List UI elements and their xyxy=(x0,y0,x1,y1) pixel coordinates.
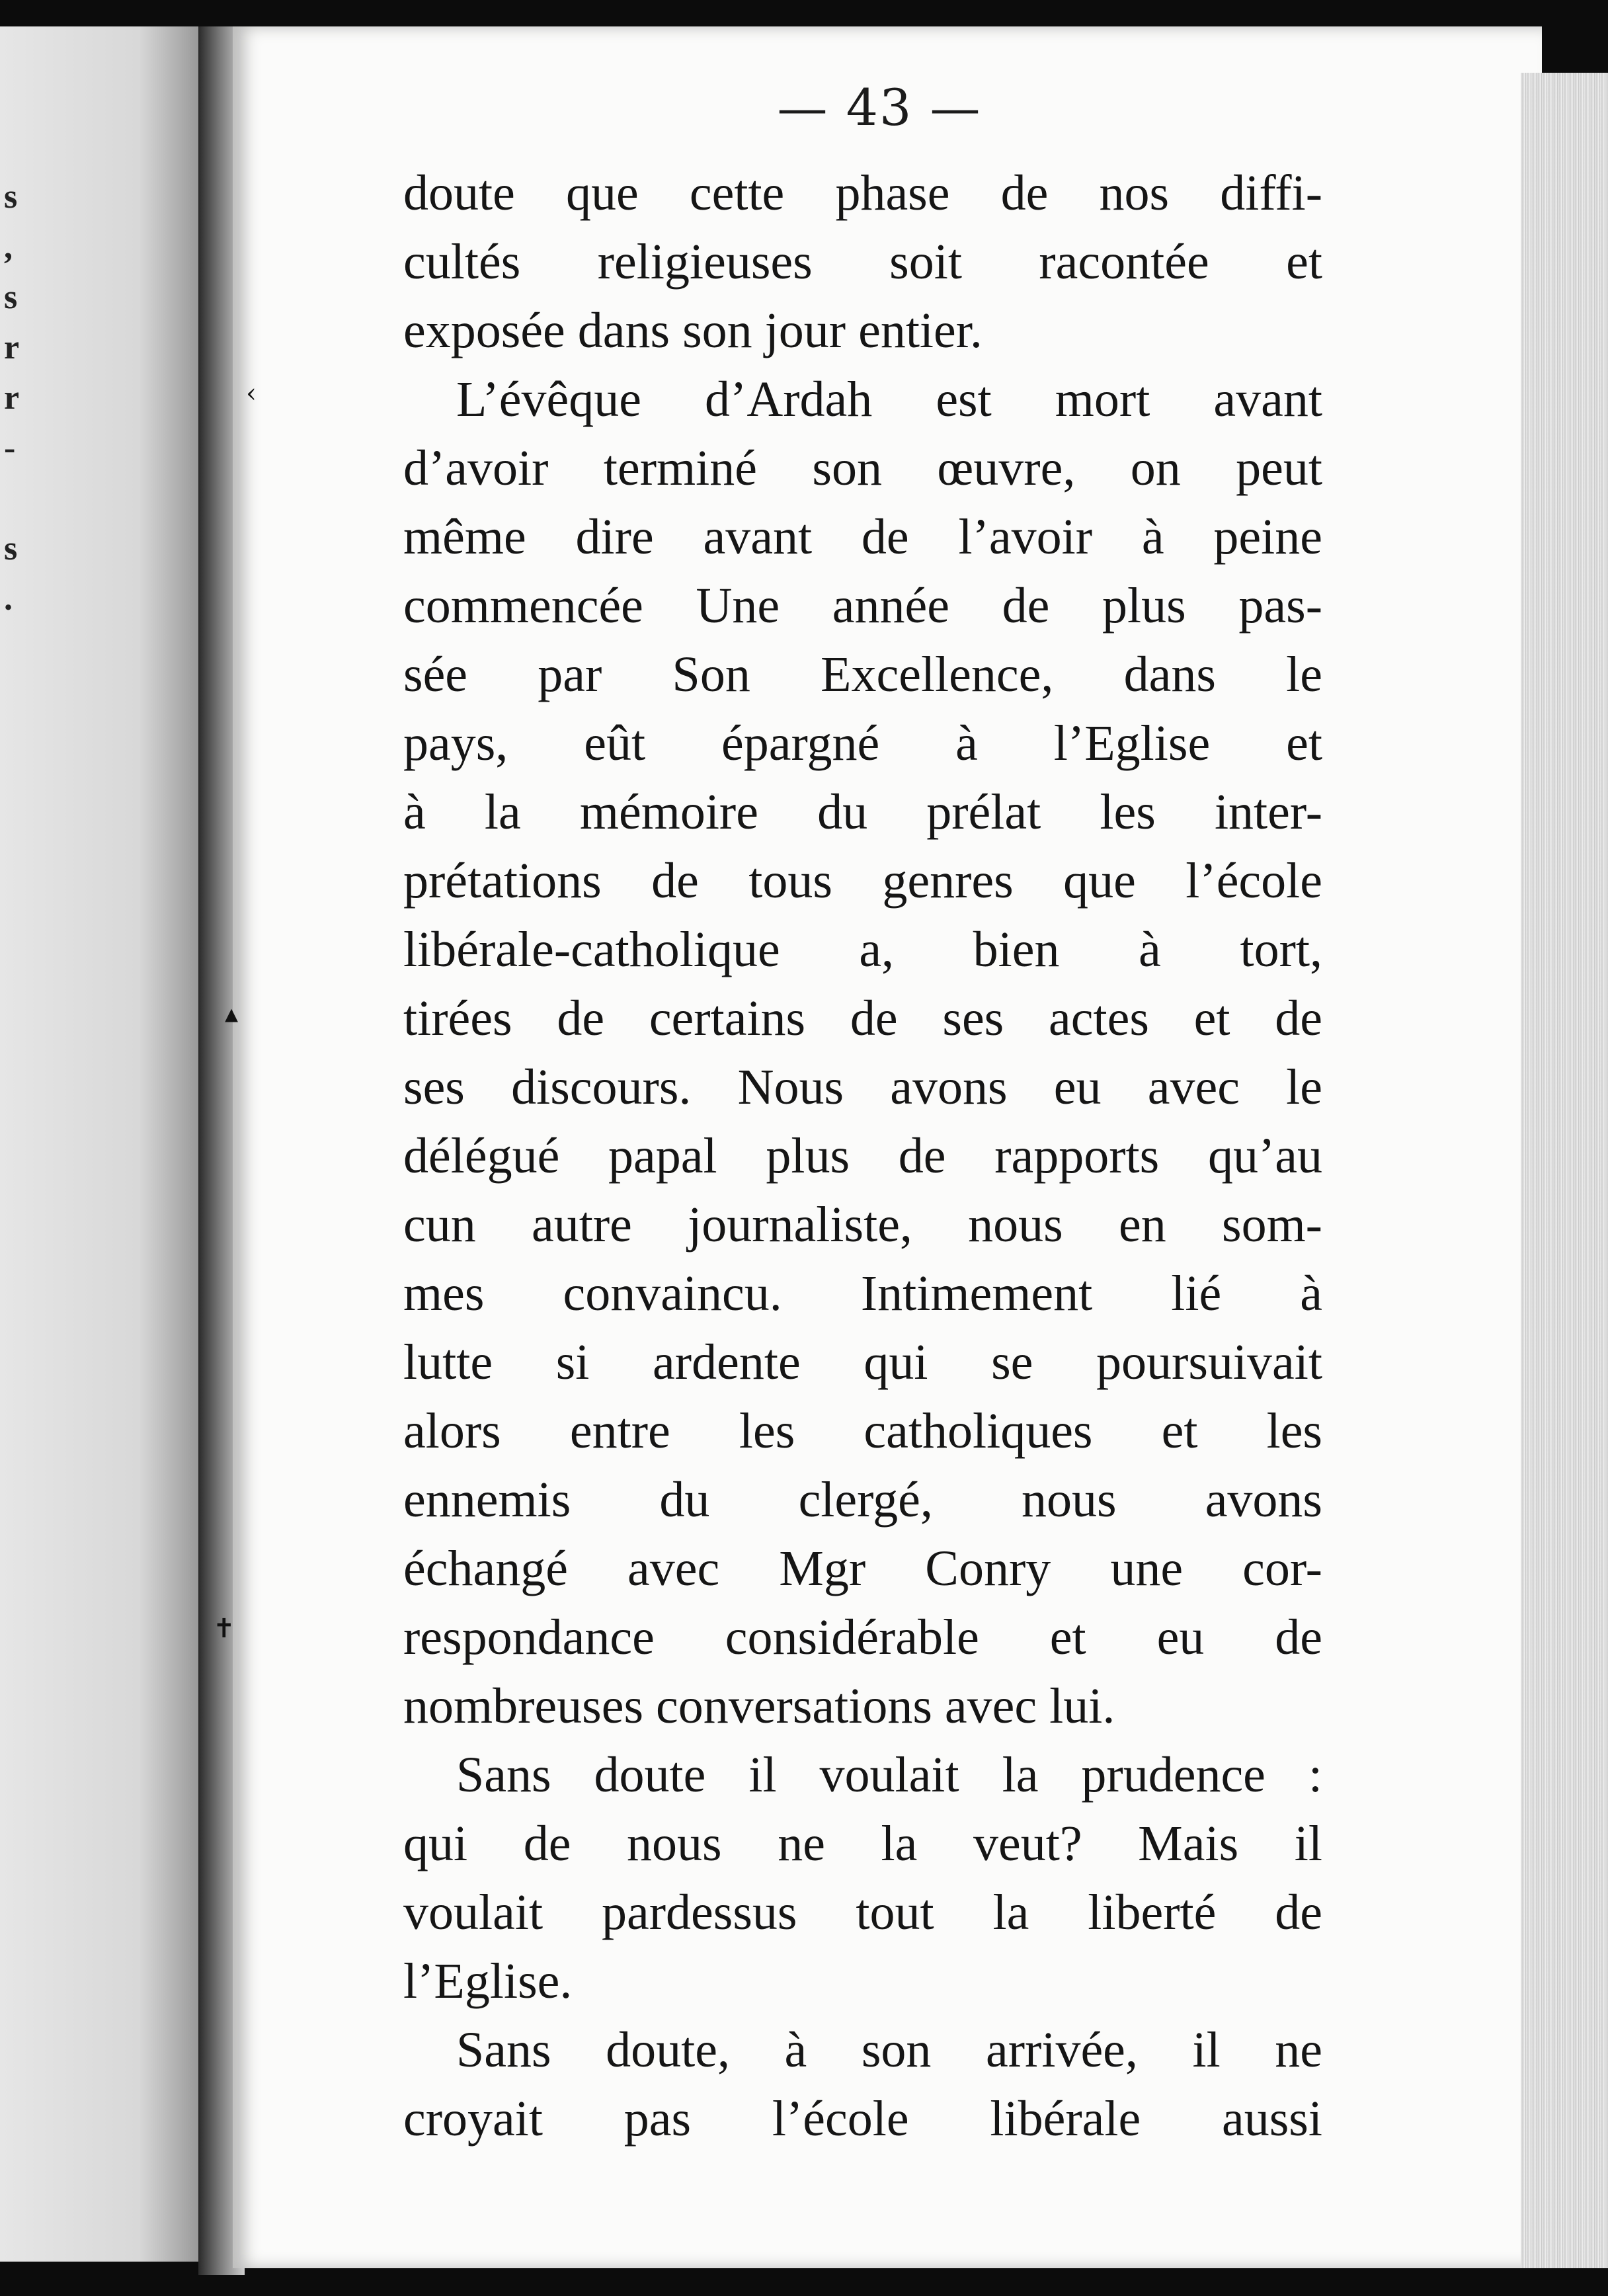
text-line: exposée dans son jour entier. xyxy=(403,303,983,358)
left-margin-fragment: r xyxy=(4,379,20,417)
text-line: prétations de tous genres que l’école xyxy=(403,853,1322,909)
text-line: ennemis du clergé, nous avons xyxy=(403,1472,1322,1528)
text-line: délégué papal plus de rapports qu’au xyxy=(403,1128,1322,1184)
left-margin-fragment: r xyxy=(4,329,20,366)
text-line: lutte si ardente qui se poursuivait xyxy=(403,1334,1322,1390)
text-line: Sans doute, à son arrivée, il ne xyxy=(456,2022,1322,2078)
text-line: croyait pas l’école libérale aussi xyxy=(403,2091,1322,2147)
text-line: sée par Son Excellence, dans le xyxy=(403,647,1322,702)
text-line: voulait pardessus tout la liberté de xyxy=(403,1885,1322,1940)
margin-mark: ✝ xyxy=(213,1614,235,1644)
text-line: à la mémoire du prélat les inter- xyxy=(403,784,1322,840)
text-line: pays, eût épargné à l’Eglise et xyxy=(403,716,1322,771)
page-number: — 43 — xyxy=(777,78,982,137)
left-margin-fragment xyxy=(4,473,30,524)
left-margin-fragment: . xyxy=(4,580,13,618)
text-line: alors entre les catholiques et les xyxy=(403,1403,1322,1459)
text-line: même dire avant de l’avoir à peine xyxy=(403,509,1322,565)
text-line: cultés religieuses soit racontée et xyxy=(403,234,1322,290)
text-line: commencée Une année de plus pas- xyxy=(403,578,1322,634)
margin-mark: ‹ xyxy=(246,378,257,409)
text-line: ses discours. Nous avons eu avec le xyxy=(403,1059,1322,1115)
body-text xyxy=(403,159,1322,2153)
text-line: tirées de certains de ses actes et de xyxy=(403,991,1322,1046)
left-page xyxy=(0,26,198,2262)
left-margin-fragment: s xyxy=(4,278,18,316)
text-line: Sans doute il voulait la prudence : xyxy=(456,1747,1322,1803)
text-line: l’Eglise. xyxy=(403,1953,573,2009)
text-line: doute que cette phase de nos diffi- xyxy=(403,165,1322,221)
left-margin-fragment: , xyxy=(4,228,13,266)
text-line: qui de nous ne la veut? Mais il xyxy=(403,1816,1322,1871)
text-line: cun autre journaliste, nous en som- xyxy=(403,1197,1322,1252)
text-line: nombreuses conversations avec lui. xyxy=(403,1678,1115,1734)
left-page-margin-text xyxy=(4,172,30,624)
text-line: mes convaincu. Intimement lié à xyxy=(403,1266,1322,1321)
left-margin-fragment: - xyxy=(4,429,16,467)
left-margin-fragment: s xyxy=(4,178,18,216)
left-margin-fragment: s xyxy=(4,530,18,567)
text-line: libérale-catholique a, bien à tort, xyxy=(403,922,1322,977)
text-line: L’évêque d’Ardah est mort avant xyxy=(456,372,1322,427)
text-line: respondance considérable et eu de xyxy=(403,1610,1322,1665)
text-line: échangé avec Mgr Conry une cor- xyxy=(403,1541,1322,1596)
text-line: d’avoir terminé son œuvre, on peut xyxy=(403,440,1322,496)
margin-mark: ▴ xyxy=(225,999,239,1029)
page-edges xyxy=(1521,73,1608,2268)
